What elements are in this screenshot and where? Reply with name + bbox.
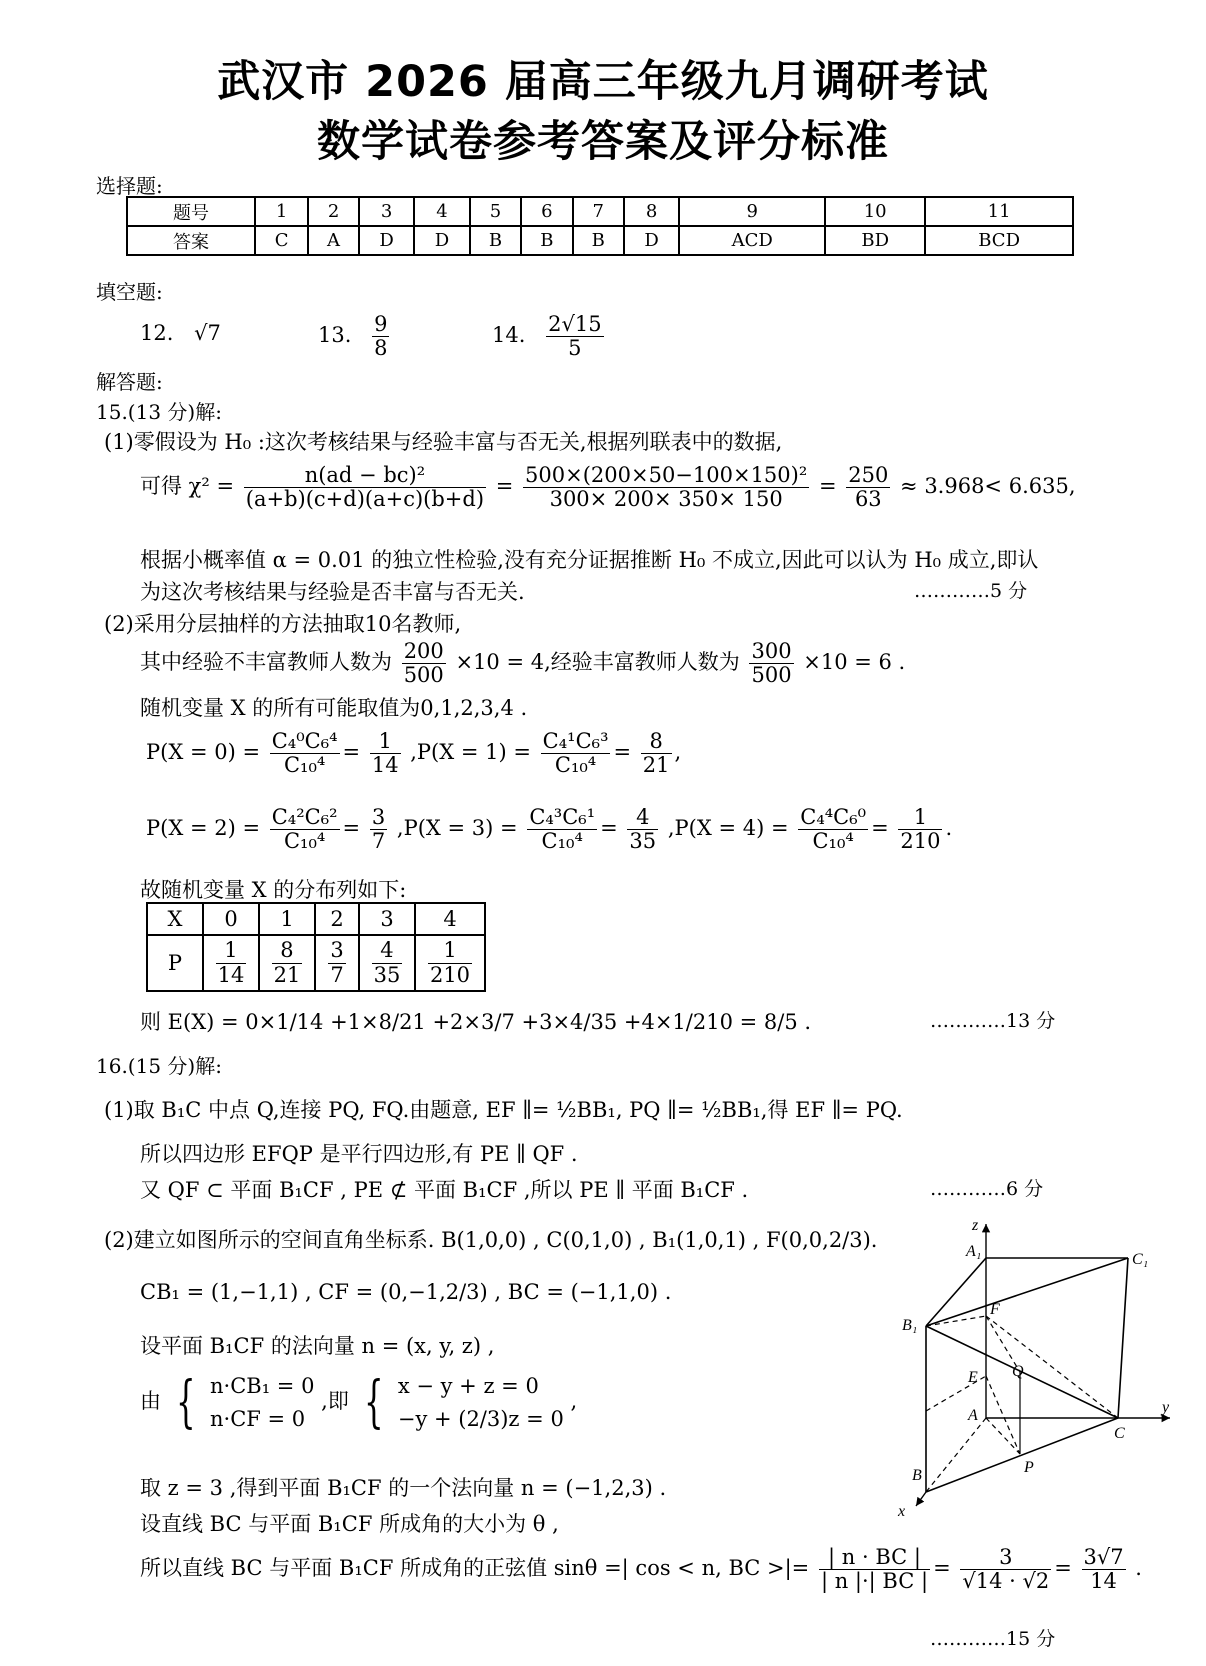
- question-number: 12.: [140, 321, 174, 345]
- denominator: 14: [371, 753, 399, 778]
- system-right: [398, 1370, 564, 1435]
- score-marker: …………13 分: [930, 1010, 1056, 1032]
- denominator: 7: [371, 829, 386, 854]
- text: ,P(X = 3) =: [396, 816, 518, 841]
- denominator: 500: [751, 663, 792, 688]
- table-cell: 2: [308, 197, 359, 226]
- label-E: E: [968, 1369, 978, 1386]
- formula-fraction: [1082, 1546, 1126, 1593]
- label-A1: A₁: [966, 1243, 982, 1260]
- text: ,: [570, 1389, 578, 1414]
- denominator: C₁₀⁴: [283, 829, 326, 854]
- formula-fraction: [627, 806, 658, 853]
- table-cell: P: [147, 935, 203, 991]
- formula-text: ≈ 3.968< 6.635,: [900, 474, 1076, 499]
- question-number: 13.: [318, 323, 352, 348]
- text: P(X = 0) =: [146, 740, 261, 765]
- denominator: C₁₀⁴: [554, 753, 597, 778]
- fill-answer-12: [140, 321, 221, 345]
- formula-fraction: [819, 1546, 930, 1593]
- score-marker: …………5 分: [914, 580, 1028, 602]
- solve-heading: 解答题:: [96, 370, 163, 394]
- system-left: [210, 1370, 314, 1435]
- q16-heading: 16.(15 分)解:: [96, 1054, 222, 1078]
- numerator: 500×(200×50−100×150)²: [525, 463, 808, 487]
- table-row: [127, 226, 1073, 255]
- table-cell: [359, 935, 415, 991]
- text: P(X = 2) =: [146, 816, 261, 841]
- q16-part2-sine-result: 所以直线 BC 与平面 B₁CF 所成角的正弦值 sinθ =| cos < n, BC >|= $\frac{| n \cdot BC |}{| n |\cdot| BC |}$ = $\frac{3}{√14 \cdot √2}$ = $\frac{3√7}{14}$ .: [140, 1545, 1142, 1594]
- denominator: 210: [900, 829, 941, 854]
- text: ,P(X = 4) =: [667, 816, 789, 841]
- table-cell: [415, 935, 485, 991]
- distribution-intro: 故随机变量 X 的分布列如下:: [140, 878, 407, 902]
- table-cell: A: [308, 226, 359, 255]
- p-fraction: [216, 939, 247, 986]
- q16-part2-vectors: CB₁ = (1,−1,1) , CF = (0,−1,2/3) , BC = (−1,1,0) .: [140, 1280, 672, 1304]
- denominator: (a+b)(c+d)(a+c)(b+d): [245, 487, 485, 512]
- label-P: P: [1024, 1459, 1034, 1476]
- equation: n·CF = 0: [210, 1406, 306, 1431]
- q16-part2-normal-result: 取 z = 3 ,得到平面 B₁CF 的一个法向量 n = (−1,2,3) .: [140, 1476, 667, 1500]
- table-cell: 7: [573, 197, 624, 226]
- formula-fraction: [370, 730, 401, 777]
- formula-fraction: [270, 730, 340, 777]
- q16-part1-line2: 所以四边形 EFQP 是平行四边形,有 PE ∥ QF .: [140, 1142, 578, 1166]
- x-axis: [916, 1492, 926, 1506]
- choice-heading: 选择题:: [96, 174, 163, 198]
- formula-fraction: [641, 730, 672, 777]
- prism-coordinate-figure: [890, 1216, 1180, 1518]
- denominator: C₁₀⁴: [812, 829, 854, 854]
- table-cell: BD: [825, 226, 925, 255]
- numerator: 1: [898, 806, 942, 830]
- score-marker: …………15 分: [930, 1628, 1056, 1650]
- denominator: 210: [429, 962, 471, 987]
- equation: x − y + z = 0: [397, 1374, 539, 1398]
- denominator: 300× 200× 350× 150: [549, 487, 783, 512]
- numerator: C₄⁰C₆⁴: [271, 729, 338, 753]
- fill-heading: 填空题:: [96, 280, 163, 304]
- table-cell: BCD: [925, 226, 1073, 255]
- denominator: 7: [330, 962, 344, 987]
- formula-fraction: [749, 640, 793, 687]
- distribution-table: [146, 902, 486, 992]
- row-label-answer: 答案: [127, 226, 255, 255]
- denominator: C₁₀⁴: [283, 753, 326, 778]
- denominator: √14 · √2: [962, 1569, 1050, 1594]
- table-cell: 11: [925, 197, 1073, 226]
- text: 所以直线 BC 与平面 B₁CF 所成角的正弦值 sinθ =| cos < n, BC >|=: [140, 1556, 810, 1581]
- numerator: 8: [641, 730, 672, 754]
- table-cell: 0: [203, 903, 259, 935]
- numerator: n(ad − bc)²: [244, 464, 486, 488]
- text: ×10 = 6 .: [803, 650, 906, 675]
- table-cell: B: [521, 226, 572, 255]
- table-cell: D: [414, 226, 469, 255]
- choice-answer-table: [126, 196, 1074, 256]
- label-Q: Q: [1012, 1363, 1024, 1380]
- numerator: 4: [372, 939, 403, 963]
- table-cell: [315, 935, 359, 991]
- q16-part2-angle-def: 设直线 BC 与平面 B₁CF 所成角的大小为 θ ,: [140, 1512, 559, 1536]
- numerator: 1: [370, 730, 401, 754]
- numerator: 8: [272, 939, 303, 963]
- label-z: z: [972, 1217, 979, 1234]
- probability-row-1: P(X = 0) = $\frac{\text{C₄⁰C₆⁴}}{\text{C₁₀⁴}}$ = $\frac{1}{14}$ ,P(X = 1) = $\frac{\text{C₄¹C₆³}}{\text{C₁₀⁴}}$ = $\frac{8}{21}$ ,: [146, 729, 682, 778]
- q16-part1-line3: 又 QF ⊂ 平面 B₁CF , PE ⊄ 平面 B₁CF ,所以 PE ∥ 平面 B₁CF .: [140, 1178, 749, 1202]
- denominator: | n |·| BC |: [820, 1569, 929, 1594]
- numerator: 1: [216, 939, 247, 963]
- text: ×10 = 4,经验丰富教师人数为: [455, 650, 740, 675]
- formula-fraction: [370, 806, 387, 853]
- table-cell: 4: [415, 903, 485, 935]
- table-cell: B: [470, 226, 521, 255]
- denominator: C₁₀⁴: [541, 829, 583, 854]
- answer-fraction: [546, 313, 603, 360]
- text: ,即: [321, 1389, 349, 1414]
- table-cell: 3: [359, 197, 414, 226]
- numerator: 300: [751, 639, 792, 663]
- q15-part2-values: 随机变量 X 的所有可能取值为0,1,2,3,4 .: [140, 696, 528, 720]
- text: 由: [140, 1389, 161, 1414]
- table-cell: 6: [521, 197, 572, 226]
- formula-fraction: [846, 464, 890, 511]
- table-cell: ACD: [679, 226, 825, 255]
- denominator: 14: [217, 962, 245, 987]
- formula-fraction: [541, 730, 611, 777]
- q15-part1-conclusion-2: 为这次考核结果与经验是否丰富与否无关.: [140, 580, 525, 604]
- expectation-formula: 则 E(X) = 0×1/14 +1×8/21 +2×3/7 +3×4/35 +4×1/210 = 8/5 .: [140, 1010, 812, 1034]
- equation: n·CB₁ = 0: [210, 1374, 315, 1398]
- numerator: 2√15: [548, 312, 602, 336]
- table-row: [147, 903, 485, 935]
- formula-fraction: [960, 1546, 1051, 1593]
- p-fraction: [328, 939, 345, 986]
- equation-system: 由 { n·CB₁ = 0 n·CF = 0 ,即 { x − y + z = 0 −y + (2/3)z = 0 ,: [140, 1370, 578, 1436]
- q15-part2-intro: (2)采用分层抽样的方法抽取10名教师,: [104, 612, 462, 636]
- text: 其中经验不丰富教师人数为: [140, 650, 392, 675]
- p-fraction: [372, 939, 403, 986]
- table-cell: D: [359, 226, 414, 255]
- title-line-2: 数学试卷参考答案及评分标准: [317, 117, 889, 167]
- denominator: 21: [642, 753, 670, 778]
- q16-part1-line1: (1)取 B₁C 中点 Q,连接 PQ, FQ.由题意, EF ∥= ½BB₁, PQ ∥= ½BB₁,得 EF ∥= PQ.: [104, 1098, 903, 1122]
- table-cell: X: [147, 903, 203, 935]
- text: ,P(X = 1) =: [410, 740, 531, 765]
- label-B: B: [912, 1467, 922, 1484]
- equation: −y + (2/3)z = 0: [397, 1406, 564, 1431]
- probability-row-2: P(X = 2) = $\frac{\text{C₄²C₆²}}{\text{C₁₀⁴}}$ = $\frac{3}{7}$ ,P(X = 3) = $\frac{\text{C₄³C₆¹}}{\text{C₁₀⁴}}$ = $\frac{4}{35}$ ,P(X = 4) = $\frac{\text{C₄⁴C₆⁰}}{\text{C₁₀⁴}}$ = $\frac{1}{210}$ .: [146, 805, 953, 854]
- formula-fraction: [527, 806, 597, 853]
- row-label-number: 题号: [127, 197, 255, 226]
- score-marker: …………6 分: [930, 1178, 1044, 1200]
- numerator: C₄⁴C₆⁰: [800, 805, 867, 829]
- numerator: 1: [428, 939, 472, 963]
- label-F: F: [990, 1301, 1000, 1318]
- denominator: 35: [373, 962, 401, 987]
- table-cell: D: [624, 226, 679, 255]
- numerator: C₄²C₆²: [271, 805, 338, 829]
- label-C: C: [1114, 1425, 1125, 1442]
- numerator: 3: [330, 938, 344, 963]
- q16-part2-line1: (2)建立如图所示的空间直角坐标系. B(1,0,0) , C(0,1,0) , B₁(1,0,1) , F(0,0,2/3).: [104, 1228, 878, 1252]
- formula-fraction: [244, 464, 486, 511]
- table-cell: 5: [470, 197, 521, 226]
- formula-fraction: [270, 806, 340, 853]
- label-A: A: [968, 1407, 978, 1424]
- numerator: 4: [627, 806, 658, 830]
- table-cell: [203, 935, 259, 991]
- numerator: 200: [403, 639, 444, 663]
- denominator: 21: [273, 962, 301, 987]
- fill-answer-13: [318, 313, 392, 360]
- table-cell: 1: [259, 903, 315, 935]
- q15-part1-intro: (1)零假设为 H₀ :这次考核结果与经验丰富与否无关,根据列联表中的数据,: [104, 430, 783, 454]
- table-cell: 10: [825, 197, 925, 226]
- label-B1: B₁: [902, 1317, 918, 1334]
- numerator: C₄¹C₆³: [542, 729, 609, 753]
- denominator: 8: [374, 336, 388, 361]
- answer-value: √7: [194, 321, 221, 345]
- numerator: 9: [374, 312, 388, 336]
- numerator: 3: [960, 1546, 1051, 1570]
- q16-part2-normal-vector: 设平面 B₁CF 的法向量 n = (x, y, z) ,: [140, 1334, 495, 1358]
- table-cell: 1: [255, 197, 308, 226]
- formula-text: 可得 χ² =: [140, 474, 235, 499]
- label-x: x: [898, 1503, 906, 1518]
- question-number: 14.: [492, 323, 526, 348]
- formula-fraction: [523, 464, 809, 511]
- formula-fraction: [798, 806, 868, 853]
- title-line-1: 武汉市 2026 届高三年级九月调研考试: [217, 57, 989, 107]
- denominator: 5: [568, 336, 582, 361]
- table-cell: 9: [679, 197, 825, 226]
- fill-answer-14: [492, 313, 607, 360]
- answer-fraction: [372, 313, 389, 360]
- denominator: 35: [629, 829, 657, 854]
- formula-fraction: [898, 806, 942, 853]
- numerator: 3: [371, 805, 386, 829]
- table-cell: C: [255, 226, 308, 255]
- table-cell: 4: [414, 197, 469, 226]
- table-cell: [259, 935, 315, 991]
- label-y: y: [1162, 1399, 1170, 1416]
- text: .: [1135, 1556, 1142, 1581]
- table-row: [127, 197, 1073, 226]
- table-cell: 8: [624, 197, 679, 226]
- p-fraction: [272, 939, 303, 986]
- q15-part1-conclusion: 根据小概率值 α = 0.01 的独立性检验,没有充分证据推断 H₀ 不成立,因此可以认为 H₀ 成立,即认: [140, 548, 1039, 572]
- numerator: 250: [848, 463, 889, 487]
- p-fraction: [428, 939, 472, 986]
- table-row: [147, 935, 485, 991]
- label-C1: C₁: [1132, 1251, 1149, 1268]
- q15-part2-sampling: [140, 640, 905, 687]
- chi-square-formula: 可得 χ² = $\frac{\text{n(ad − bc)²}}{(a+b)(c+d)(a+c)(b+d)}$ = $\frac{\text{500×(200×50−100×150)²}}{300\times 200\times 350\times 150}$ = $\frac{250}{63}$ ≈ 3.968< 6.635,: [140, 463, 1076, 512]
- table-cell: B: [573, 226, 624, 255]
- q15-heading: 15.(13 分)解:: [96, 400, 222, 424]
- denominator: 63: [854, 487, 882, 512]
- numerator: 3√7: [1083, 1545, 1124, 1569]
- table-cell: 2: [315, 903, 359, 935]
- denominator: 14: [1090, 1569, 1117, 1594]
- denominator: 500: [403, 663, 444, 688]
- table-cell: 3: [359, 903, 415, 935]
- numerator: | n · BC |: [819, 1546, 930, 1570]
- formula-fraction: [402, 640, 446, 687]
- numerator: C₄³C₆¹: [529, 805, 596, 829]
